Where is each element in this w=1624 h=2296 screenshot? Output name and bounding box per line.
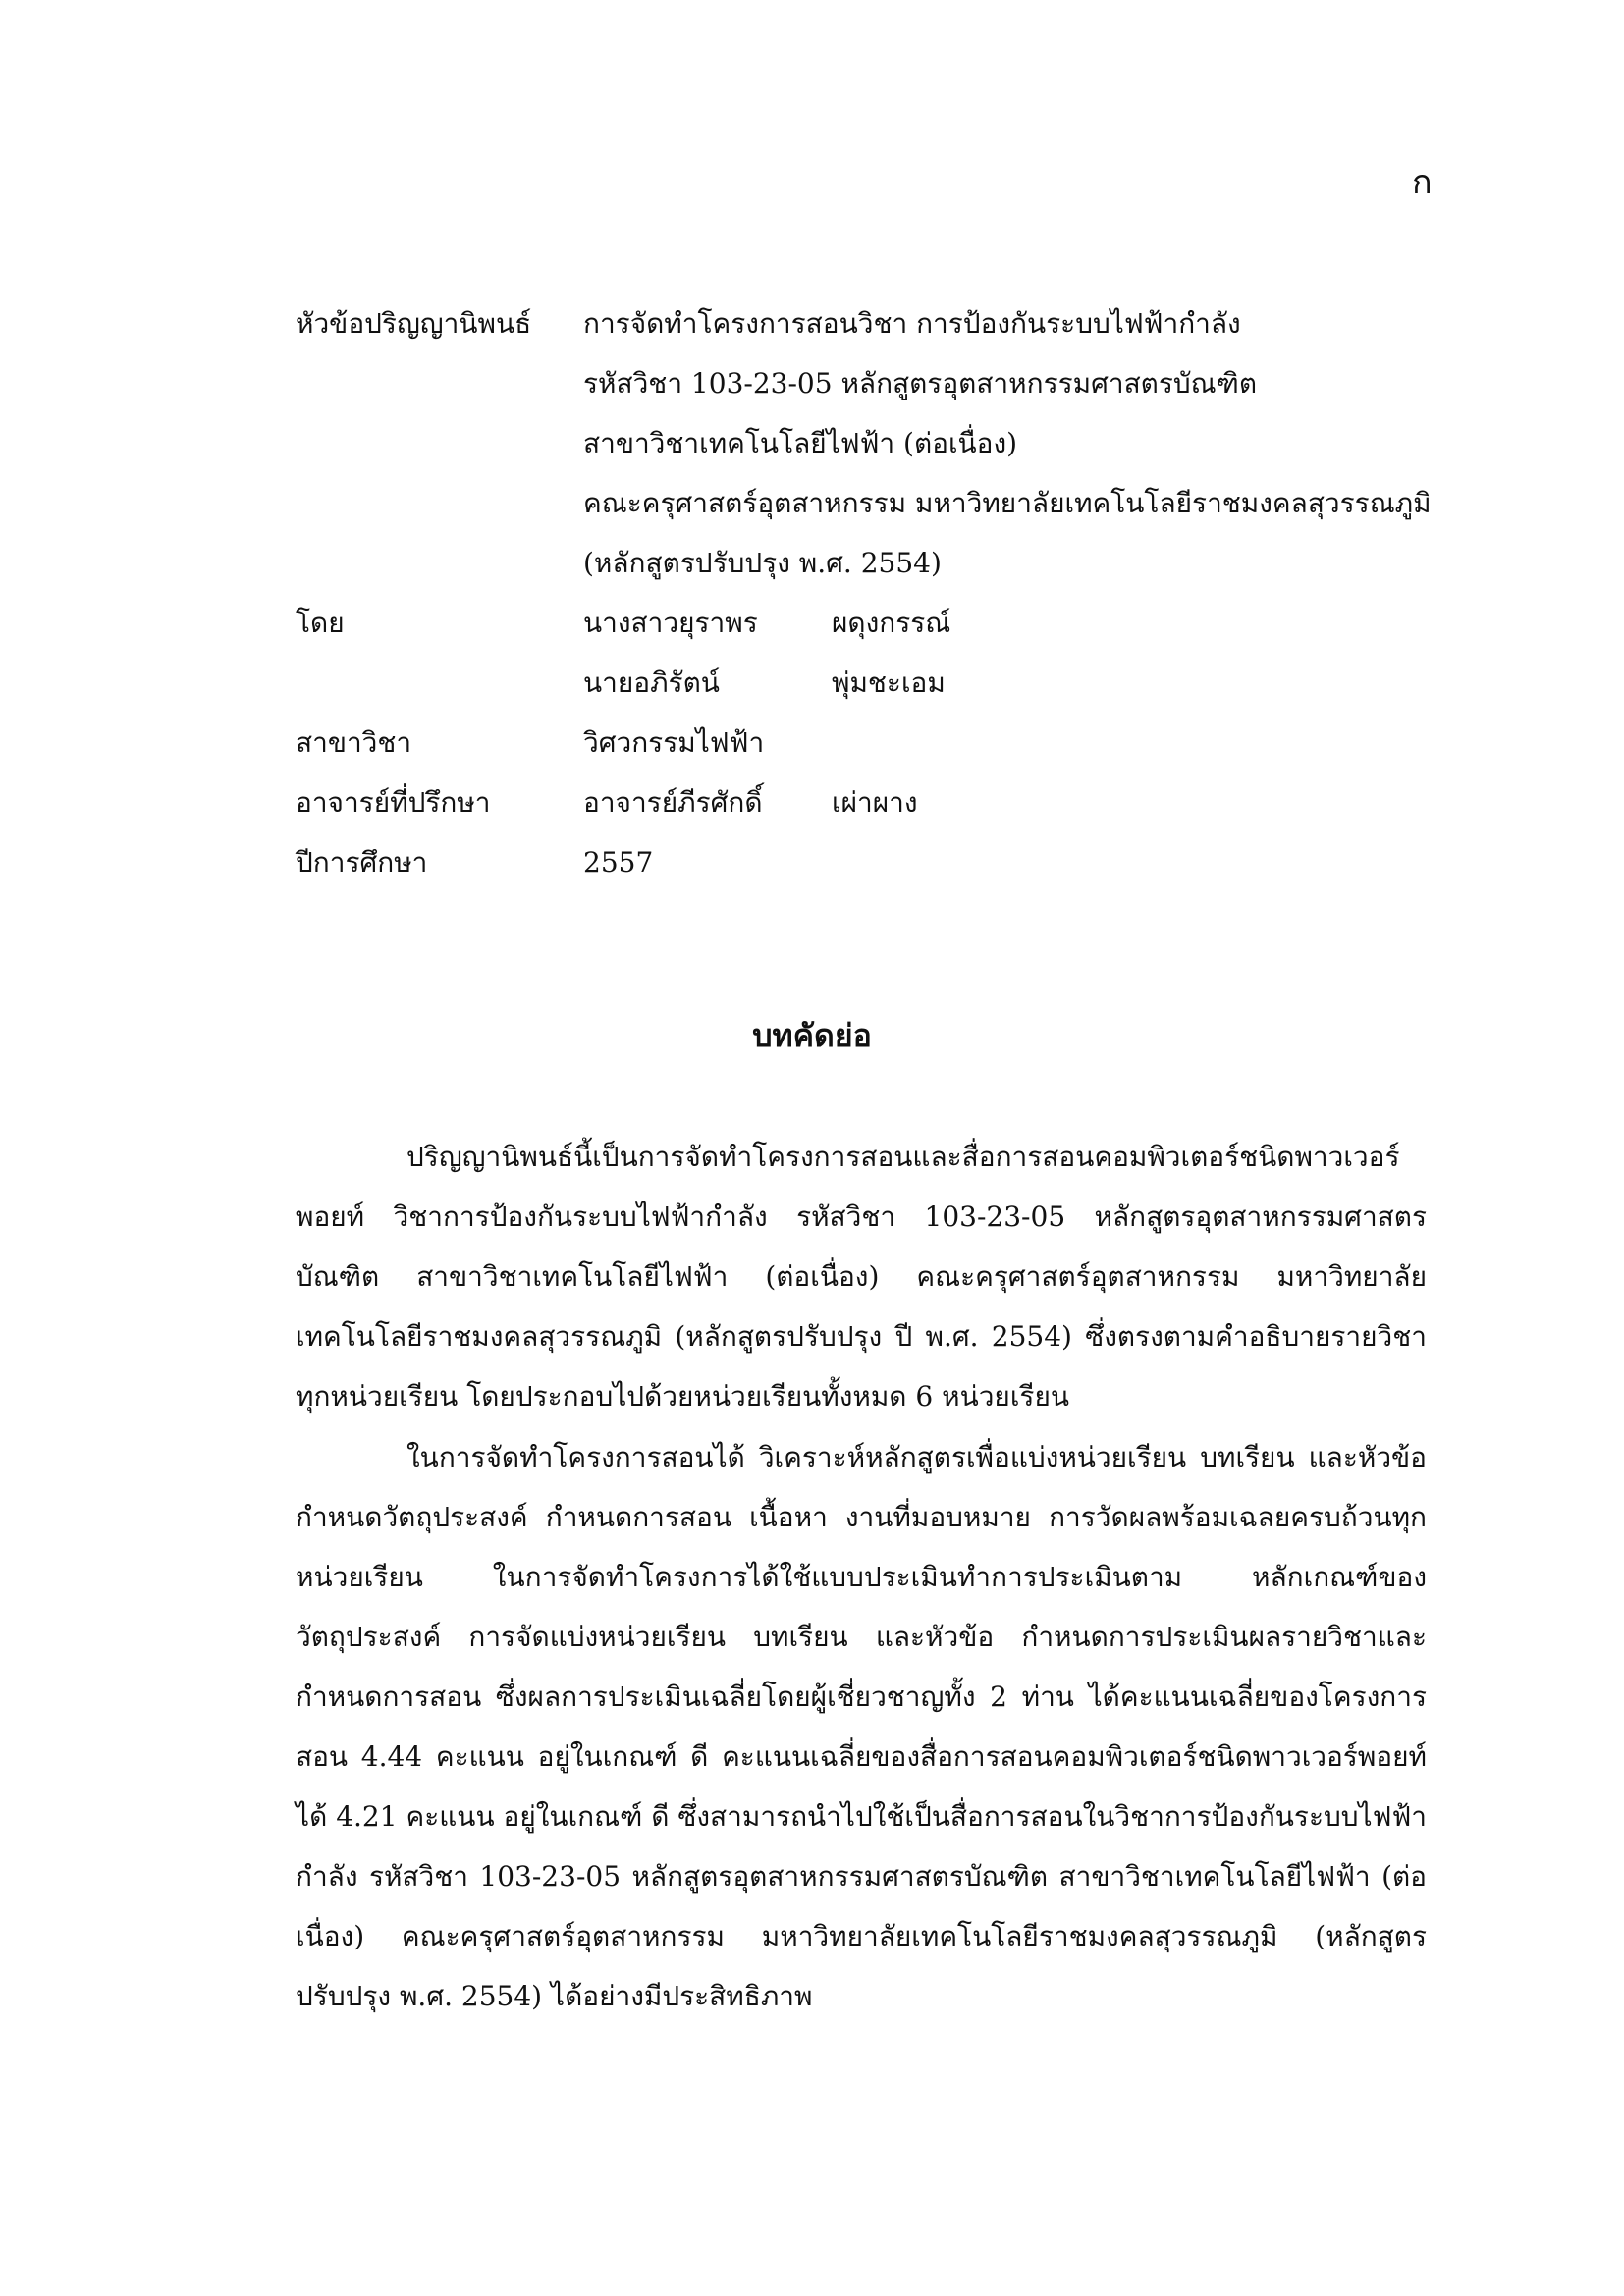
advisor-row [296,774,1454,832]
advisor-label: อาจารย์ที่ปรึกษา [296,786,491,819]
thesis-title-row [296,414,1454,473]
major-label: สาขาวิชา [296,726,412,759]
thesis-title-row [296,474,1454,533]
author-first-name: นายอภิรัตน์ [583,667,720,699]
advisor-first-name: อาจารย์ภีรศักดิ์ [583,786,763,819]
major-row [296,714,1454,773]
thesis-title-line-1: การจัดทำโครงการสอนวิชา การป้องกันระบบไฟฟ้ากำลัง [583,307,1241,340]
author-row [296,594,1454,653]
advisor-last-name: เผ่าผาง [832,786,918,819]
thesis-title-row [296,294,1454,353]
thesis-title-line-2: รหัสวิชา 103-23-05 หลักสูตรอุตสาหกรรมศาสตรบัณฑิต [583,367,1258,400]
page-number: ก [1412,163,1433,202]
thesis-title-line-5: (หลักสูตรปรับปรุง พ.ศ. 2554) [583,547,942,579]
thesis-title-row [296,354,1454,413]
thesis-title-line-4: คณะครุศาสตร์อุตสาหกรรม มหาวิทยาลัยเทคโนโลยีราชมงคลสุวรรณภูมิ [583,487,1432,519]
academic-year-row [296,833,1454,892]
academic-year-value: 2557 [583,846,654,879]
abstract-paragraph-2: ในการจัดทำโครงการสอนได้ วิเคราะห์หลักสูตรเพื่อแบ่งหน่วยเรียน บทเรียน และหัวข้อ กำหนดวัตถุประสงค์ กำหนดการสอน เนื้อหา งานที่มอบหมาย การวัดผลพร้อมเฉลยครบถ้วนทุกหน่วยเรียน ในการจัดทำโครงการได้ใช้แบบประเมินทำการประเมินตาม หลักเกณฑ์ของวัตถุประสงค์ การจัดแบ่งหน่วยเรียน บทเรียน และหัวข้อ กำหนดการประเมินผลรายวิชาและกำหนดการสอน ซึ่งผลการประเมินเฉลี่ยโดยผู้เชี่ยวชาญทั้ง 2 ท่าน ได้คะแนนเฉลี่ยของโครงการสอน 4.44 คะแนน อยู่ในเกณฑ์ ดี คะแนนเฉลี่ยของสื่อการสอนคอมพิวเตอร์ชนิดพาวเวอร์พอยท์ได้ 4.21 คะแนน อยู่ในเกณฑ์ ดี ซึ่งสามารถนำไปใช้เป็นสื่อการสอนในวิชาการป้องกันระบบไฟฟ้ากำลัง รหัสวิชา 103-23-05 หลักสูตรอุตสาหกรรมศาสตรบัณฑิต สาขาวิชาเทคโนโลยีไฟฟ้า (ต่อเนื่อง) คณะครุศาสตร์อุตสาหกรรม มหาวิทยาลัยเทคโนโลยีราชมงคลสุวรรณภูมิ (หลักสูตรปรับปรุง พ.ศ. 2554) ได้อย่างมีประสิทธิภาพ [296,1441,1427,2012]
thesis-label: หัวข้อปริญญานิพนธ์ [296,307,532,340]
author-row [296,654,1454,713]
thesis-title-line-3: สาขาวิชาเทคโนโลยีไฟฟ้า (ต่อเนื่อง) [583,427,1018,459]
abstract-paragraph-1: ปริญญานิพนธ์นี้เป็นการจัดทำโครงการสอนและสื่อการสอนคอมพิวเตอร์ชนิดพาวเวอร์พอยท์ วิชาการป้องกันระบบไฟฟ้ากำลัง รหัสวิชา 103-23-05 หลักสูตรอุตสาหกรรมศาสตรบัณฑิต สาขาวิชาเทคโนโลยีไฟฟ้า (ต่อเนื่อง) คณะครุศาสตร์อุตสาหกรรม มหาวิทยาลัยเทคโนโลยีราชมงคลสุวรรณภูมิ (หลักสูตรปรับปรุง ปี พ.ศ. 2554) ซึ่งตรงตามคำอธิบายรายวิชาทุกหน่วยเรียน โดยประกอบไปด้วยหน่วยเรียนทั้งหมด 6 หน่วยเรียน [296,1141,1427,1413]
by-label: โดย [296,607,345,639]
author-last-name: พุ่มชะเอม [832,667,946,699]
abstract-title: บทคัดย่อ [752,1017,872,1054]
author-first-name: นางสาวยุราพร [583,607,758,639]
academic-year-label: ปีการศึกษา [296,846,428,879]
major-value: วิศวกรรมไฟฟ้า [583,726,765,759]
thesis-title-row [296,534,1454,593]
author-last-name: ผดุงกรรณ์ [832,607,951,639]
